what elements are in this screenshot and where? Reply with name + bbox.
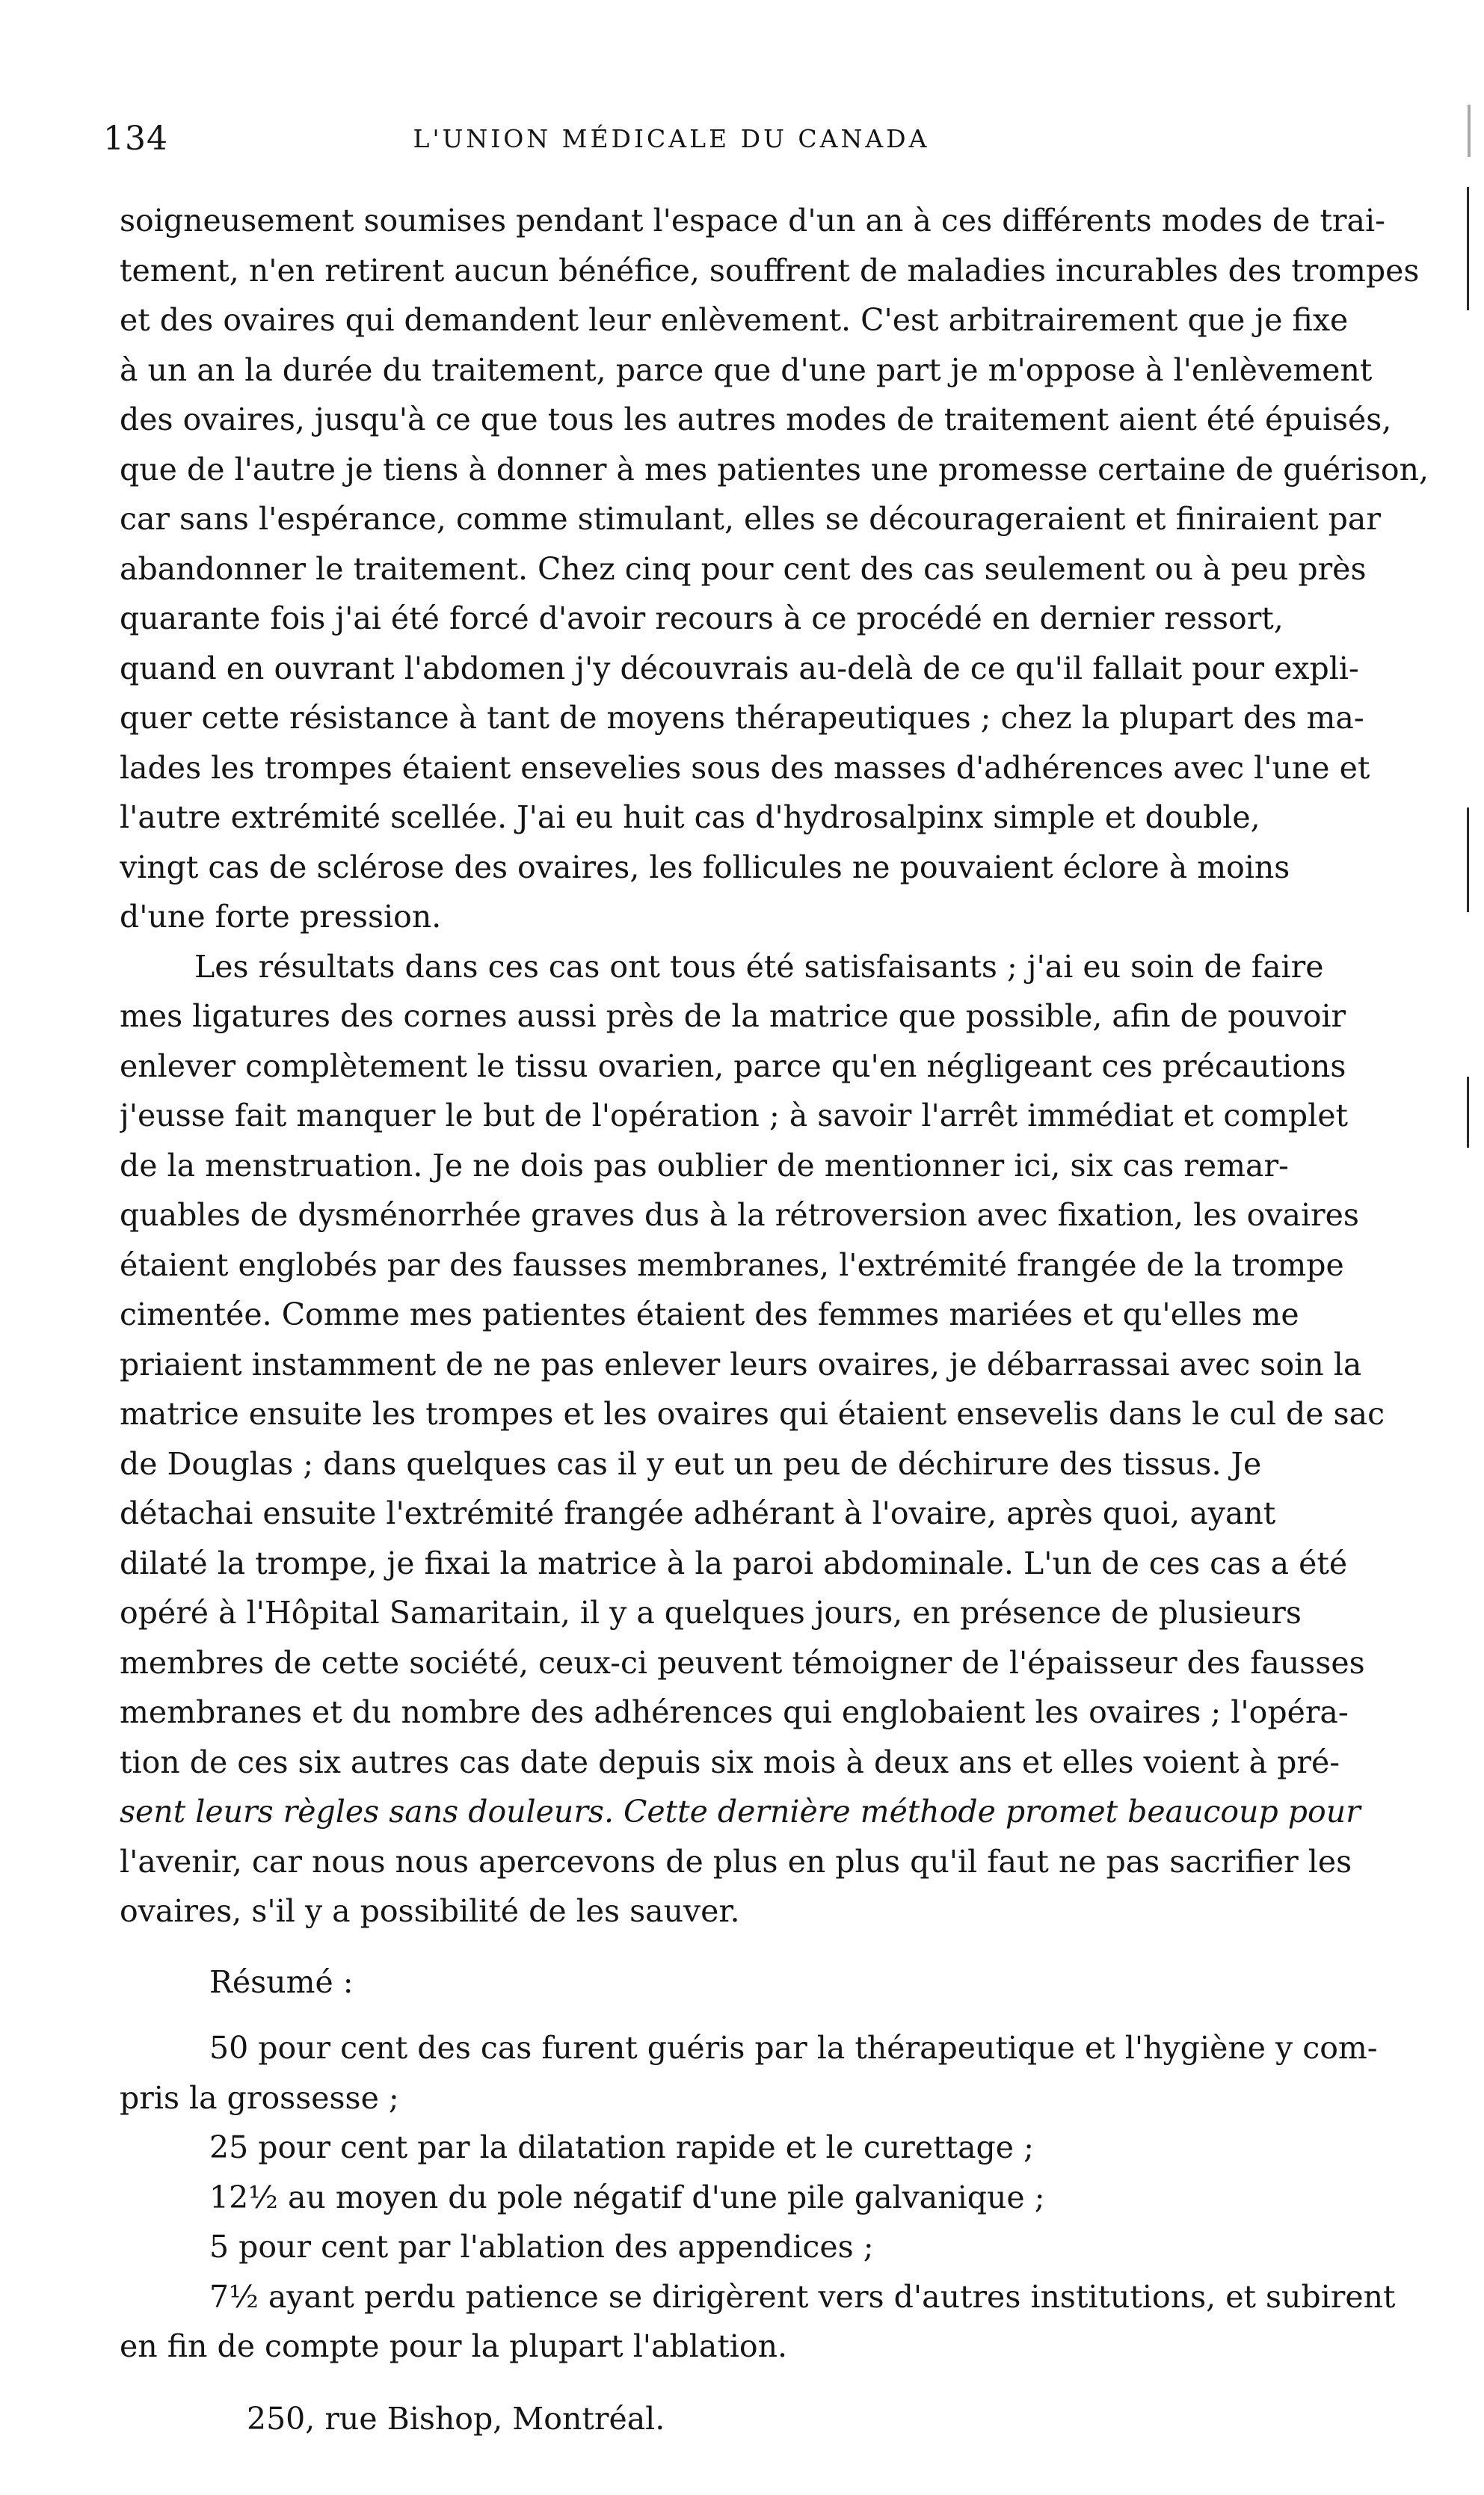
- text-line: enlever complètement le tissu ovarien, parce qu'en négligeant ces précautions: [120, 1047, 1346, 1084]
- text-line: et des ovaires qui demandent leur enlèvement. C'est arbitrairement que je fixe: [120, 302, 1349, 338]
- summary-item: 12½ au moyen du pole négatif d'une pile galvanique ;: [209, 2179, 1045, 2215]
- text-line: lades les trompes étaient ensevelies sous des masses d'adhérences avec l'une et: [120, 749, 1370, 786]
- text-line: l'autre extrémité scellée. J'ai eu huit cas d'hydrosalpinx simple et double,: [120, 799, 1260, 835]
- text-line: de la menstruation. Je ne dois pas oublier de mentionner ici, six cas remar-: [120, 1147, 1289, 1184]
- text-line: matrice ensuite les trompes et les ovaires qui étaient ensevelis dans le cul de sac: [120, 1396, 1385, 1432]
- text-line: priaient instamment de ne pas enlever leurs ovaires, je débarrassai avec soin la: [120, 1346, 1362, 1382]
- paragraph-continuation: [120, 196, 1473, 942]
- text-line: tement, n'en retirent aucun bénéfice, souffrent de maladies incurables des trompes: [120, 252, 1420, 289]
- text-line: membres de cette société, ceux-ci peuvent témoigner de l'épaisseur des fausses: [120, 1644, 1365, 1681]
- summary-first-item: [120, 2023, 1473, 2123]
- text-line: tion de ces six autres cas date depuis six mois à deux ans et elles voient à pré-: [120, 1744, 1340, 1780]
- text-line: membranes et du nombre des adhérences qui englobaient les ovaires ; l'opéra-: [120, 1694, 1349, 1730]
- text-line: détachai ensuite l'extrémité frangée adhérant à l'ovaire, après quoi, ayant: [120, 1495, 1276, 1531]
- text-line: vingt cas de sclérose des ovaires, les follicules ne pouvaient éclore à moins: [120, 849, 1290, 885]
- summary-item-line: 7½ ayant perdu patience se dirigèrent vers d'autres institutions, et subirent: [209, 2278, 1396, 2315]
- text-line: d'une forte pression.: [120, 899, 442, 935]
- summary-item-line: en fin de compte pour la plupart l'ablation.: [120, 2328, 788, 2364]
- text-line: mes ligatures des cornes aussi près de la matrice que possible, afin de pouvoir: [120, 998, 1346, 1034]
- summary-item: 5 pour cent par l'ablation des appendices ;: [209, 2229, 874, 2265]
- author-address: 250, rue Bishop, Montréal.: [247, 2400, 665, 2437]
- text-line: que de l'autre je tiens à donner à mes patientes une promesse certaine de guérison,: [120, 451, 1429, 487]
- text-line: ovaires, s'il y a possibilité de les sauver.: [120, 1893, 740, 1929]
- text-line: quand en ouvrant l'abdomen j'y découvrais au-delà de ce qu'il fallait pour expli-: [120, 650, 1359, 686]
- text-line: j'eusse fait manquer le but de l'opération ; à savoir l'arrêt immédiat et complet: [120, 1098, 1349, 1133]
- text-line: soigneusement soumises pendant l'espace d'un an à ces différents modes de trai-: [120, 203, 1385, 239]
- text-line: cimentée. Comme mes patientes étaient des femmes mariées et qu'elles me: [120, 1296, 1299, 1332]
- text-line: abandonner le traitement. Chez cinq pour cent des cas seulement ou à peu près: [120, 550, 1367, 587]
- text-line: opéré à l'Hôpital Samaritain, il y a quelques jours, en présence de plusieurs: [120, 1595, 1302, 1631]
- summary-item-line: 50 pour cent des cas furent guéris par la thérapeutique et l'hygiène y com-: [209, 2030, 1378, 2066]
- running-title: L'UNION MÉDICALE DU CANADA: [413, 124, 930, 153]
- paragraph-results: [120, 942, 1473, 1936]
- page-header: [103, 120, 1464, 164]
- summary-item-line: pris la grossesse ;: [120, 2079, 399, 2116]
- summary-list: [120, 2123, 1473, 2272]
- text-line: à un an la durée du traitement, parce que d'une part je m'oppose à l'enlèvement: [120, 351, 1373, 388]
- scan-edge-mark: [1468, 105, 1471, 157]
- text-line: dilaté la trompe, je fixai la matrice à la paroi abdominale. L'un de ces cas a été: [120, 1545, 1348, 1581]
- text-line: étaient englobés par des fausses membranes, l'extrémité frangée de la trompe: [120, 1246, 1344, 1283]
- summary-heading: Résumé :: [209, 1963, 354, 2000]
- summary-last-item: [120, 2272, 1473, 2372]
- italic-text-line: sent leurs règles sans douleurs. Cette dernière méthode promet beaucoup pour: [120, 1794, 1361, 1830]
- text-line: l'avenir, car nous nous apercevons de plus en plus qu'il faut ne pas sacrifier les: [120, 1843, 1352, 1880]
- article-body: [120, 196, 1473, 2443]
- text-line: Les résultats dans ces cas ont tous été satisfaisants ; j'ai eu soin de faire: [194, 948, 1324, 985]
- text-line: de Douglas ; dans quelques cas il y eut un peu de déchirure des tissus. Je: [120, 1445, 1262, 1482]
- text-line: car sans l'espérance, comme stimulant, elles se décourageraient et finiraient par: [120, 501, 1381, 537]
- text-line: quer cette résistance à tant de moyens thérapeutiques ; chez la plupart des ma-: [120, 700, 1364, 736]
- text-line: quables de dysménorrhée graves dus à la rétroversion avec fixation, les ovaires: [120, 1197, 1359, 1233]
- summary-item: 25 pour cent par la dilatation rapide et le curettage ;: [209, 2129, 1034, 2165]
- page-number: 134: [103, 120, 168, 158]
- text-line: quarante fois j'ai été forcé d'avoir recours à ce procédé en dernier ressort,: [120, 600, 1284, 636]
- text-line: des ovaires, jusqu'à ce que tous les autres modes de traitement aient été épuisés,: [120, 402, 1392, 437]
